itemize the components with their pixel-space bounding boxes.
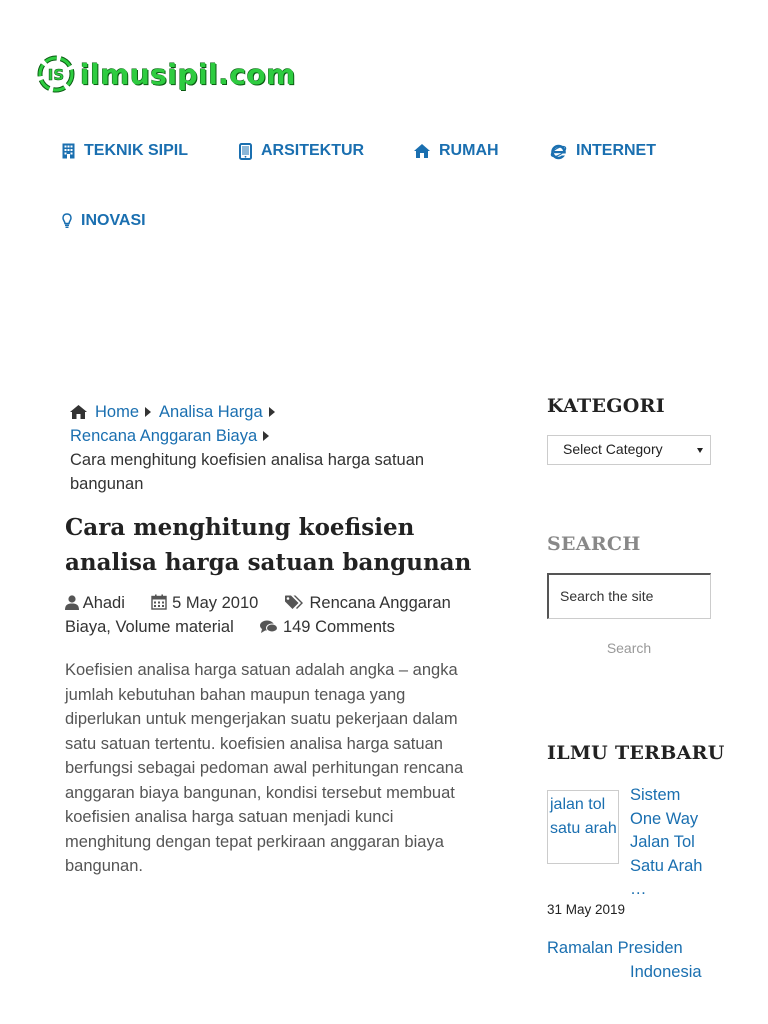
nav-item-teknik-sipil[interactable] xyxy=(62,142,188,160)
search-button[interactable]: Search xyxy=(606,640,652,656)
recent-post-2-line2: Indonesia xyxy=(630,962,702,981)
post-comments[interactable] xyxy=(260,618,394,636)
post-excerpt: Koefisien analisa harga satuan adalah angka – angka jumlah kebutuhan bahan maupun tenaga yang diperlukan untuk mengerjakan suatu pekerjaan dalam satu satuan tertentu. koefisien analisa harga satuan berfungsi sebagai pedoman awal perhitungan rencana anggaran biaya bangunan, kondisi tersebut membuat koefisien analisa harga satuan menjadi kunci menghitung dengan tepat perkiraan anggaran biaya bangunan. xyxy=(65,661,464,875)
user-icon xyxy=(65,595,79,610)
category-link-volume[interactable]: Volume material xyxy=(115,618,234,636)
category-select[interactable] xyxy=(547,435,711,465)
nav-label: TEKNIK SIPIL xyxy=(84,142,189,159)
recent-post-2-line1: Ramalan Presiden xyxy=(547,939,683,957)
recent-post-thumbnail[interactable] xyxy=(547,790,619,864)
nav-label: RUMAH xyxy=(439,142,499,159)
caret-right-icon xyxy=(263,431,269,441)
search-placeholder: Search the site xyxy=(560,588,654,604)
nav-label: INTERNET xyxy=(576,142,656,159)
home-icon xyxy=(414,144,430,158)
author-name: Ahadi xyxy=(82,594,125,612)
home-icon xyxy=(70,405,87,419)
post-author[interactable] xyxy=(65,594,129,612)
nav-item-internet[interactable] xyxy=(550,142,656,160)
category-select-value: Select Category xyxy=(563,441,663,457)
recent-post-link[interactable]: Sistem One Way Jalan Tol Satu Arah … xyxy=(630,786,703,898)
tablet-icon xyxy=(239,143,252,160)
calendar-icon xyxy=(151,594,167,610)
logo-text: ilmusipil.com xyxy=(80,57,296,91)
logo-mark-icon xyxy=(36,54,76,94)
category-link-rab[interactable]: Rencana Anggaran Biaya xyxy=(65,594,451,636)
lightbulb-icon xyxy=(62,213,72,229)
caret-right-icon xyxy=(145,407,151,417)
recent-post-link-2[interactable] xyxy=(547,937,717,984)
svg-text:IS: IS xyxy=(47,66,65,84)
post-date xyxy=(151,594,262,612)
nav-label: ARSITEKTUR xyxy=(261,142,365,159)
post-meta xyxy=(65,591,485,639)
nav-item-inovasi[interactable] xyxy=(62,212,146,230)
post-title: Cara menghitung koefisien analisa harga satuan bangunan xyxy=(65,514,472,576)
comments-count: 149 Comments xyxy=(282,618,395,636)
kategori-widget-title: KATEGORI xyxy=(547,395,665,417)
tags-icon xyxy=(285,595,305,610)
caret-down-icon xyxy=(697,448,703,453)
recent-widget-title: ILMU TERBARU xyxy=(547,742,725,764)
date-text: 5 May 2010 xyxy=(172,594,259,612)
nav-label: INOVASI xyxy=(81,212,146,229)
breadcrumb-analisa-harga-link[interactable]: Analisa Harga xyxy=(159,403,263,421)
breadcrumb-rab-link[interactable]: Rencana Anggaran Biaya xyxy=(70,427,258,445)
nav-item-rumah[interactable] xyxy=(414,142,499,160)
nav-item-arsitektur[interactable] xyxy=(239,142,364,160)
search-input[interactable] xyxy=(547,573,711,619)
breadcrumb-home-link[interactable]: Home xyxy=(95,403,140,421)
caret-right-icon xyxy=(269,407,275,417)
building-icon xyxy=(62,143,75,159)
category-separator: , xyxy=(106,618,116,636)
thumbnail-alt-text: jalan tol satu arah xyxy=(550,796,617,837)
site-logo[interactable] xyxy=(36,54,296,94)
breadcrumb xyxy=(70,400,480,496)
breadcrumb-current: Cara menghitung koefisien analisa harga satuan bangunan xyxy=(70,451,425,493)
internet-explorer-icon xyxy=(550,143,567,160)
recent-post-date: 31 May 2019 xyxy=(547,902,626,917)
comments-icon xyxy=(260,620,278,634)
search-widget-title: SEARCH xyxy=(547,533,641,555)
